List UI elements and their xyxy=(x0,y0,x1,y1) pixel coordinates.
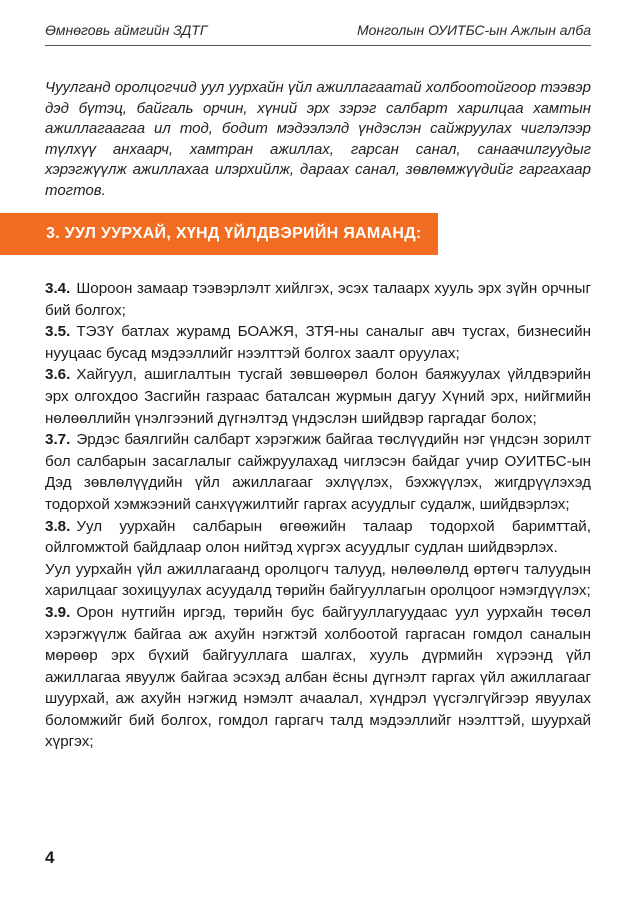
list-item xyxy=(45,278,591,321)
item-number: 3.4. xyxy=(45,280,71,297)
list-item xyxy=(45,602,591,753)
section-heading-banner xyxy=(0,213,438,255)
section-heading: 3. УУЛ УУРХАЙ, ХҮНД ҮЙЛДВЭРИЙН ЯАМАНД: xyxy=(46,225,422,242)
list-item xyxy=(45,321,591,364)
intro-paragraph: Чуулганд оролцогчид уул уурхайн үйл ажиллагаатай холбоотойгоор тээвэр дэд бүтэц, байгаль орчин, хүний эрх зэрэг салбарт харилцаа хамтын ажиллагаагаа ил тод, бодит мэдээлэлд үндэслэн сайжруулах чиглэлээр түлхүү анхаарч, хамтран ажиллах, гарсан санал, санаачилгуудыг хэрэгжүүлж ажиллахаа илэрхийлж, дараах санал, зөвлөмжүүдийг гаргахаар тогтов. xyxy=(45,79,591,199)
item-text: Хайгуул, ашиглалтын тусгай зөвшөөрөл болон баяжуулах үйлдвэрийн эрх олгохдоо Засгийн газраас баталсан журмын дагуу Хүний эрх, нийгмийн нөлөөллийн үнэлгээний дүгнэлтэд үндэслэн шийдвэр гаргадаг болох; xyxy=(45,366,591,427)
list-item xyxy=(45,516,591,559)
header-right-text: Монголын ОУИТБС-ын Ажлын алба xyxy=(356,22,591,38)
recommendation-list xyxy=(45,278,591,753)
item-text: ТЭЗҮ батлах журамд БОАЖЯ, ЗТЯ-ны саналыг авч тусгах, бизнесийн нууцаас бусад мэдээллийг нээлттэй болгох заалт оруулах; xyxy=(45,323,591,362)
item-number: 3.7. xyxy=(45,431,71,449)
list-item xyxy=(45,364,591,429)
item-number: 3.6. xyxy=(45,366,71,384)
header-left-text: Өмнөговь аймгийн ЗДТГ xyxy=(45,22,208,38)
item-number: 3.5. xyxy=(45,323,71,341)
page-number: 4 xyxy=(45,848,55,867)
item-text: Орон нутгийн иргэд, төрийн бус байгууллагуудаас уул уурхайн төсөл хэрэгжүүлж байгаа аж ахуйн нэгжтэй холбоотой гаргасан гомдол саналын мөрөөр эрх бүхий байгууллага шалгах, хууль дүрмийн хүрээнд үйл ажиллагаа явуулж байгаа эсэхэд албан ёсны дүгнэлт гаргах үйл ажиллагааг шуурхай, аж ахуйн нэгжид нэмэлт ачаалал, хүндрэл үүсгэлгүйгээр явуулах боломжийг бий болгох, гомдол гаргагч талд мэдээллийг нээлттэй, шуурхай хүргэх; xyxy=(45,603,591,751)
item-text: Шороон замаар тээвэрлэлт хийлгэх, эсэх талаарх хууль эрх зүйн орчныг бий болгох; xyxy=(45,280,591,319)
item-text: Уул уурхайн салбарын өгөөжийн талаар тодорхой баримттай, ойлгомжтой байдлаар олон нийтэд хүргэх асуудлыг судлан шийдвэрлэх. xyxy=(45,517,591,557)
item-text: Эрдэс баялгийн салбарт хэрэгжиж байгаа төслүүдийн нэг үндсэн зорилт бол салбарын засаглалыг сайжруулахад чиглэсэн байдаг учир ОУИТБС-ын Дэд зөвлөлүүдийн үйл ажиллагааг эхлүүлэх, бэхжүүлэх, жигдрүүлэхэд тодорхой хэмжээний санхүүжилтийг гаргах асуудлыг судалж, шийдвэрлэх; xyxy=(45,431,591,513)
item-number: 3.8. xyxy=(45,517,71,535)
page-header xyxy=(45,18,591,42)
header-divider xyxy=(45,45,591,46)
item-number: 3.9. xyxy=(45,603,71,621)
list-item xyxy=(45,429,591,515)
item-continuation: Уул уурхайн үйл ажиллагаанд оролцогч талууд, нөлөөлөлд өртөгч талуудын харилцааг зохицуулах асуудалд төрийн байгууллагын оролцоог нэмэгдүүлэх; xyxy=(45,560,591,600)
